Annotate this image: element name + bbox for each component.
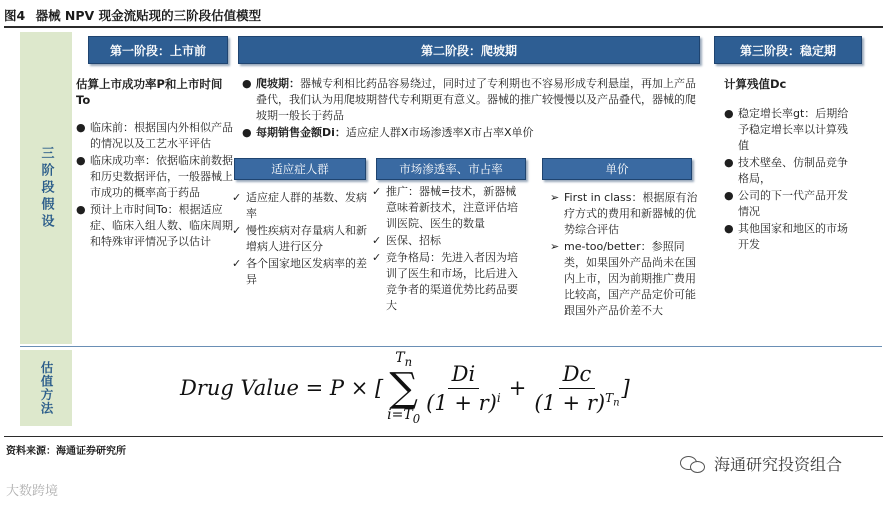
penetration-list xyxy=(372,184,524,314)
check-icon: ✓ xyxy=(232,257,242,270)
bullet-icon: ● xyxy=(724,156,734,169)
figure-title xyxy=(4,6,883,28)
wechat-icon xyxy=(680,453,708,475)
stage3-header: 第三阶段：稳定期 xyxy=(714,36,862,64)
penetration-content xyxy=(372,184,524,315)
arrow-icon: ➢ xyxy=(550,191,560,204)
sum-upper-limit: $T_n$ xyxy=(395,349,413,369)
fraction-dc: $\frac{Dc}{(1 + r)^{T_n}}$ xyxy=(534,361,620,415)
list-item: ● 稳定增长率gt：后期给予稳定增长率以计算残值 xyxy=(724,107,849,152)
stage3-list xyxy=(724,106,854,253)
bullet-icon: ● xyxy=(724,189,734,202)
stage1-content xyxy=(76,76,236,251)
formula-lhs: Drug Value = P × [ xyxy=(180,376,384,400)
price-content xyxy=(550,190,702,320)
side-label-assumptions-text: 三阶段假设 xyxy=(38,145,54,231)
list-item: ✓ 竞争格局：先进入者因为培训了医生和市场，比后进入竞争者的渠道优势比药品要大 xyxy=(372,251,518,312)
figure-number: 图4 xyxy=(4,8,26,23)
list-item: ● 技术壁垒、仿制品竞争格局， xyxy=(724,156,848,185)
sum-lower-limit: $i=T_0$ xyxy=(387,407,421,426)
arrow-icon: ➢ xyxy=(550,240,560,253)
bullet-icon: ● xyxy=(76,203,86,216)
list-item: ✓ 适应症人群的基数、发病率 xyxy=(232,191,367,220)
summation xyxy=(387,351,420,426)
stage2-header: 第二阶段：爬坡期 xyxy=(238,36,700,64)
list-item: ● 预计上市时间To：根据适应症、临床入组人数、临床周期和特殊审评情况予以估计 xyxy=(76,203,233,248)
bullet-icon: ● xyxy=(242,126,252,139)
check-icon: ✓ xyxy=(372,234,382,247)
watermark xyxy=(680,452,842,475)
list-item: ● 临床前：根据国内外相似产品的情况以及工艺水平评估 xyxy=(76,121,233,150)
check-icon: ✓ xyxy=(232,224,242,237)
figure-title-text: 器械 NPV 现金流贴现的三阶段估值模型 xyxy=(35,8,262,23)
price-header: 单价 xyxy=(542,158,692,180)
bullet-icon: ● xyxy=(76,121,86,134)
side-label-assumptions xyxy=(20,32,72,344)
stage1-title: 估算上市成功率P和上市时间To xyxy=(76,77,223,107)
list-item: ➢ First in class：根据原有治疗方式的费用和新器械的优势综合评估 xyxy=(550,191,698,236)
list-item: ➢ me-too/better：参照同类，如果国外产品尚未在国内上市，因为前期推广费用比较高，国产产品定价可能跟国外产品价差不大 xyxy=(550,240,696,317)
indication-content xyxy=(232,190,370,289)
bottom-rule xyxy=(4,436,883,437)
list-item: ✓ 推广：器械=技术，新器械意味着新技术，注意评估培训医院、医生的数量 xyxy=(372,185,518,230)
list-item: ● 公司的下一代产品开发情况 xyxy=(724,189,848,218)
stage2-list xyxy=(242,76,702,141)
watermark-text: 海通研究投资组合 xyxy=(714,455,843,474)
price-list xyxy=(550,190,702,319)
stage2-content xyxy=(242,76,702,142)
list-item: ● 临床成功率：依据临床前数据和历史数据评估，一般器械上市成功的概率高于药品 xyxy=(76,154,233,199)
corner-watermark: 大数跨境 xyxy=(6,484,59,499)
list-item: ✓ 医保、招标 xyxy=(372,234,441,247)
check-icon: ✓ xyxy=(232,191,242,204)
penetration-header: 市场渗透率、市占率 xyxy=(376,158,526,180)
formula-close-bracket: ] xyxy=(621,376,630,400)
indication-list xyxy=(232,190,370,288)
sigma-icon: ∑ xyxy=(389,365,418,411)
list-item: ✓ 各个国家地区发病率的差异 xyxy=(232,257,367,286)
list-item: ● 其他国家和地区的市场开发 xyxy=(724,222,848,251)
stage1-list xyxy=(76,120,236,250)
side-label-method-text: 估值方法 xyxy=(39,361,54,415)
bullet-icon: ● xyxy=(724,107,734,120)
bullet-icon: ● xyxy=(724,222,734,235)
list-item: ● 每期销售金额Di：适应症人群X市场渗透率X市占率X单价 xyxy=(242,126,534,139)
bullet-icon: ● xyxy=(76,154,86,167)
stage3-content xyxy=(724,76,854,254)
stage1-header: 第一阶段：上市前 xyxy=(88,36,228,64)
check-icon: ✓ xyxy=(372,251,382,264)
source-note: 资料来源：海通证券研究所 xyxy=(6,446,126,457)
bullet-icon: ● xyxy=(242,77,252,90)
indication-header: 适应症人群 xyxy=(234,158,366,180)
list-item: ✓ 慢性疾病对存量病人和新增病人进行区分 xyxy=(232,224,367,253)
side-label-method xyxy=(20,350,72,426)
stage3-title: 计算残值Dc xyxy=(724,77,787,91)
plus-sign: + xyxy=(508,376,527,400)
fraction-di: $\frac{Di}{(1 + r)^i}$ xyxy=(426,361,501,415)
check-icon: ✓ xyxy=(372,185,382,198)
valuation-formula xyxy=(180,340,630,436)
list-item: ● 爬坡期：器械专利相比药品容易绕过，同时过了专利期也不容易形成专利悬崖，再加上产品叠代，我们认为用爬坡期替代专利期更有意义。器械的推广较慢慢以及产品叠代，器械的爬坡期一般长于药品 xyxy=(242,77,696,122)
